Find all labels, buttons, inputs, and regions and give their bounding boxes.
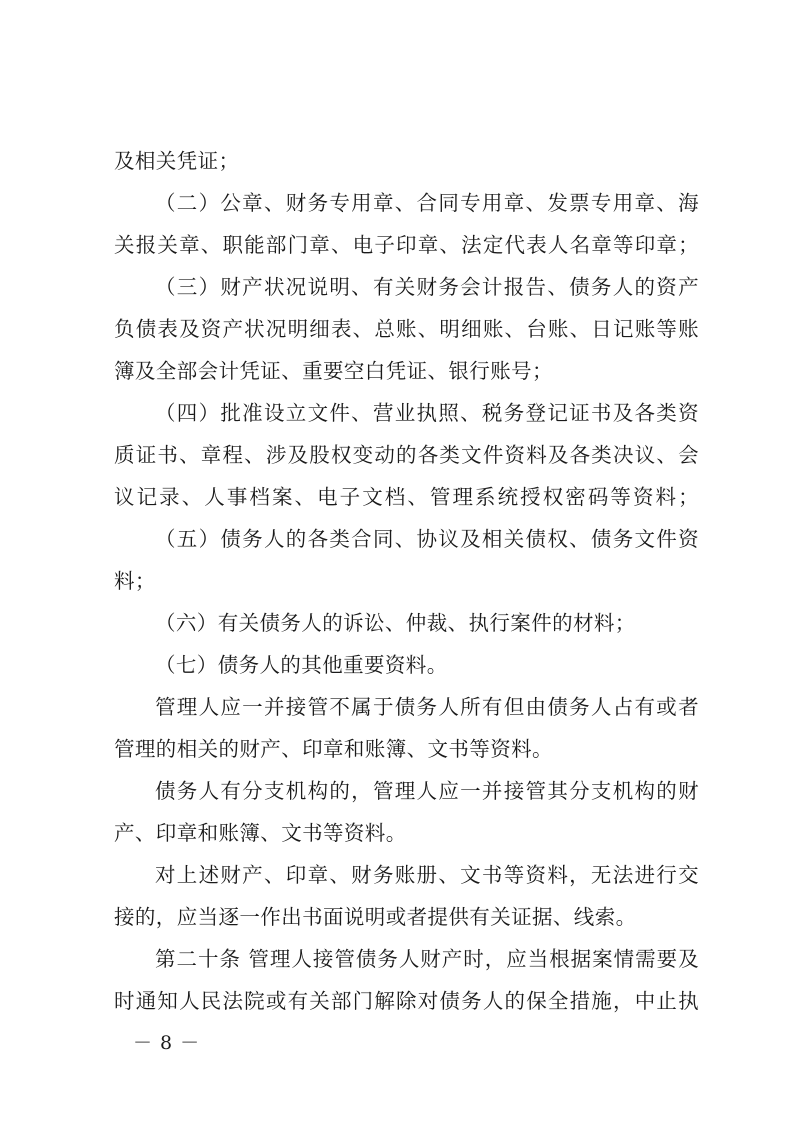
- text-line: 关报关章、职能部门章、电子印章、法定代表人名章等印章；: [114, 233, 699, 257]
- text-line: （三）财产状况说明、有关财务会计报告、债务人的资产: [155, 275, 699, 299]
- text-line: 料；: [114, 569, 156, 593]
- text-line: 债务人有分支机构的，管理人应一并接管其分支机构的财: [155, 779, 699, 803]
- text-line: 管理人应一并接管不属于债务人所有但由债务人占有或者: [155, 695, 699, 719]
- text-line: （二）公章、财务专用章、合同专用章、发票专用章、海: [155, 191, 699, 215]
- text-line: 议记录、人事档案、电子文档、管理系统授权密码等资料；: [114, 485, 699, 509]
- text-line: 负债表及资产状况明细表、总账、明细账、台账、日记账等账: [114, 317, 699, 341]
- body-text: [114, 140, 699, 1022]
- text-line: （七）债务人的其他重要资料。: [155, 653, 448, 677]
- text-line: 质证书、章程、涉及股权变动的各类文件资料及各类决议、会: [114, 443, 699, 467]
- text-line: 产、印章和账簿、文书等资料。: [114, 821, 407, 845]
- page-number: － 8 －: [133, 1032, 201, 1054]
- text-line: （五）债务人的各类合同、协议及相关债权、债务文件资: [155, 527, 699, 551]
- text-line: （四）批准设立文件、营业执照、税务登记证书及各类资: [155, 401, 699, 425]
- text-line: 时通知人民法院或有关部门解除对债务人的保全措施，中止执: [114, 989, 699, 1013]
- text-line: 簿及全部会计凭证、重要空白凭证、银行账号；: [114, 359, 553, 383]
- text-line: 及相关凭证；: [114, 149, 240, 173]
- text-line: （六）有关债务人的诉讼、仲裁、执行案件的材料；: [155, 611, 636, 635]
- text-line: 管理的相关的财产、印章和账簿、文书等资料。: [114, 737, 553, 761]
- text-line: 第二十条 管理人接管债务人财产时，应当根据案情需要及: [155, 947, 699, 971]
- text-line: 接的，应当逐一作出书面说明或者提供有关证据、线索。: [114, 905, 637, 929]
- text-line: 对上述财产、印章、财务账册、文书等资料，无法进行交: [155, 863, 699, 887]
